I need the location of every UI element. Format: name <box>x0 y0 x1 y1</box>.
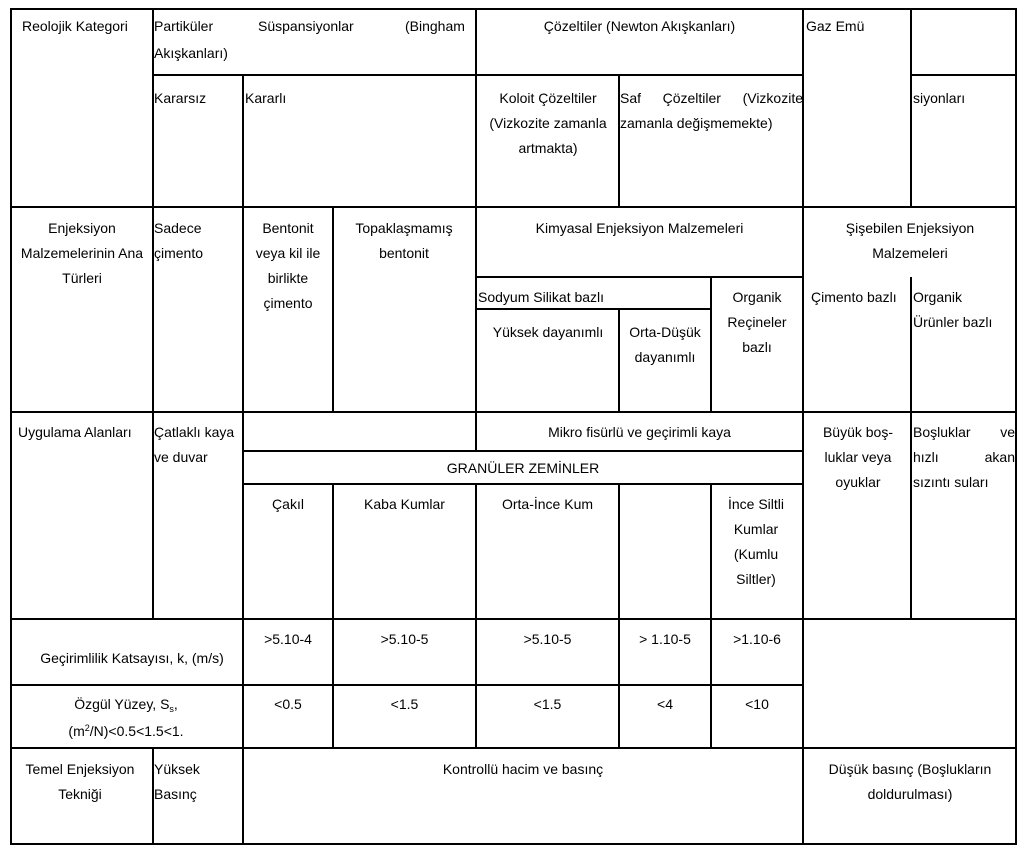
cimento-bazli-label: Çimento bazlı <box>811 289 897 305</box>
bosluklar-line2: hızlı akan <box>913 449 1015 465</box>
vline-c5-r3 <box>618 309 620 413</box>
cozeltiler-label: Çözeltiler (Newton Akışkanları) <box>543 18 736 34</box>
gecirimlilik-value-kaba: >5.10-5 <box>380 631 429 647</box>
hline-r1 <box>475 74 803 76</box>
bentonit-label: Bentonit veya kil ile birlikte çimento <box>255 220 321 311</box>
catlakli-line1: Çatlaklı kaya <box>154 424 235 440</box>
bingham-label: (Bingham <box>405 18 465 34</box>
sadece-label: Sadece <box>154 220 202 236</box>
hline-r3 <box>10 411 1017 413</box>
saf-cozeltiler-line1: Saf Çözeltiler (Vizkozite <box>620 90 803 106</box>
sisebilen-label: Şişebilen Enjeksiyon Malzemeleri <box>845 220 975 261</box>
yuksek-dayanimli-label: Yüksek dayanımlı <box>492 324 604 340</box>
suspansiyonlar-label: Süspansiyonlar <box>258 18 354 34</box>
orta-ince-kum-label: Orta-İnce Kum <box>501 496 594 512</box>
hline-r1c <box>910 74 1017 76</box>
particuler-cont-label: Akışkanları) <box>154 45 228 61</box>
particuler-label: Partiküler <box>154 18 214 34</box>
kimyasal-label: Kimyasal Enjeksiyon Malzemeleri <box>535 220 744 236</box>
yuksek-basinc-line1: Yüksek <box>154 761 200 777</box>
cimento-label: çimento <box>154 245 204 261</box>
kararli-label: Kararlı <box>245 90 287 106</box>
kaba-kumlar-label: Kaba Kumlar <box>364 496 445 512</box>
sodyum-silikat-label: Sodyum Silikat bazlı <box>478 289 605 305</box>
gaz-emu-label: Gaz Emü <box>806 18 865 34</box>
gecirimlilik-label: Geçirimlilik Katsayısı, k, (m/s) <box>40 650 224 666</box>
organik-urunler-line2: Ürünler bazlı <box>913 314 993 330</box>
hline-sodyum <box>475 276 803 278</box>
vline-c6-r3 <box>710 277 712 413</box>
bosluklar-line1: Boşluklar ve <box>913 424 1015 440</box>
granuler-zeminler-label: GRANÜLER ZEMİNLER <box>446 460 600 476</box>
hline-r1b <box>152 74 476 76</box>
orta-dusuk-label: Orta-Düşük dayanımlı <box>629 324 701 365</box>
hline-r5 <box>10 684 803 686</box>
vline-c8-r1 <box>910 8 912 208</box>
vline-c2-r2 <box>242 75 244 208</box>
kontrollu-hacim-label: Kontrollü hacim ve basınç <box>442 761 604 777</box>
temel-enjeksiyon-label: Temel Enjeksiyon Tekniği <box>25 761 135 802</box>
vline-c8-r3 <box>910 277 912 619</box>
ozgul-yuzey-label: Özgül Yüzey, $S_s$, $(m^2/N)<0.5<1.5<1$. <box>68 696 184 739</box>
catlakli-line2: ve duvar <box>154 449 208 465</box>
mikro-fisurlu-label: Mikro fisürlü ve geçirimli kaya <box>548 424 731 440</box>
organik-urunler-line1: Organik <box>913 289 963 305</box>
hline-top <box>10 8 1017 10</box>
hline-granuler <box>242 483 803 485</box>
ozgul-value-blank: <4 <box>657 696 673 712</box>
ozgul-value-ince: <10 <box>745 696 769 712</box>
hline-bottom <box>10 843 1017 845</box>
ozgul-value-kaba: <1.5 <box>390 696 419 712</box>
gecirimlilik-value-orta: >5.10-5 <box>523 631 572 647</box>
enjeksiyon-malzemeleri-label: Enjeksiyon Malzemelerinin Ana Türleri <box>20 220 144 286</box>
hline-r2 <box>10 206 1017 208</box>
bosluklar-line3: sızıntı suları <box>913 474 989 490</box>
reolojik-kategori-label: Reolojik Kategori <box>22 18 128 34</box>
cakil-label: Çakıl <box>272 496 304 512</box>
vline-c3-r3 <box>332 207 334 413</box>
ozgul-value-orta: <1.5 <box>533 696 562 712</box>
hline-r4 <box>10 618 1017 620</box>
uygulama-alanlari-label: Uygulama Alanları <box>18 424 132 440</box>
koloit-label: Koloit Çözeltiler (Vizkozite zamanla artmakta) <box>489 90 607 156</box>
gecirimlilik-value-blank: > 1.10-5 <box>639 631 691 647</box>
vline-c4 <box>475 8 477 413</box>
yuksek-basinc-line2: Basınç <box>154 786 197 802</box>
organik-recine-label: Organik Reçineler bazlı <box>727 289 787 355</box>
ozgul-value-cakil: <0.5 <box>274 696 302 712</box>
kararsiz-label: Kararsız <box>154 90 207 106</box>
dusuk-basinc-label: Düşük basınç (Boşlukların doldurulması) <box>828 761 992 802</box>
saf-cozeltiler-line2: zamanla değişmemekte) <box>620 115 773 131</box>
vline-right <box>1015 8 1017 845</box>
hline-mikro <box>242 450 803 452</box>
gecirimlilik-value-ince: >1.10-6 <box>733 631 781 647</box>
buyuk-bosluklar-label: Büyük boş-luklar veya oyuklar <box>822 424 894 490</box>
gecirimlilik-value-cakil: >5.10-4 <box>264 631 312 647</box>
ince-siltli-label: İnce Siltli Kumlar (Kumlu Siltler) <box>727 496 785 587</box>
vline-c2-r3 <box>242 207 244 413</box>
hline-r6 <box>10 747 1017 749</box>
gaz-emu-cont-label: siyonları <box>913 90 966 106</box>
topaklasmamis-label: Topaklaşmamış bentonit <box>355 220 453 261</box>
